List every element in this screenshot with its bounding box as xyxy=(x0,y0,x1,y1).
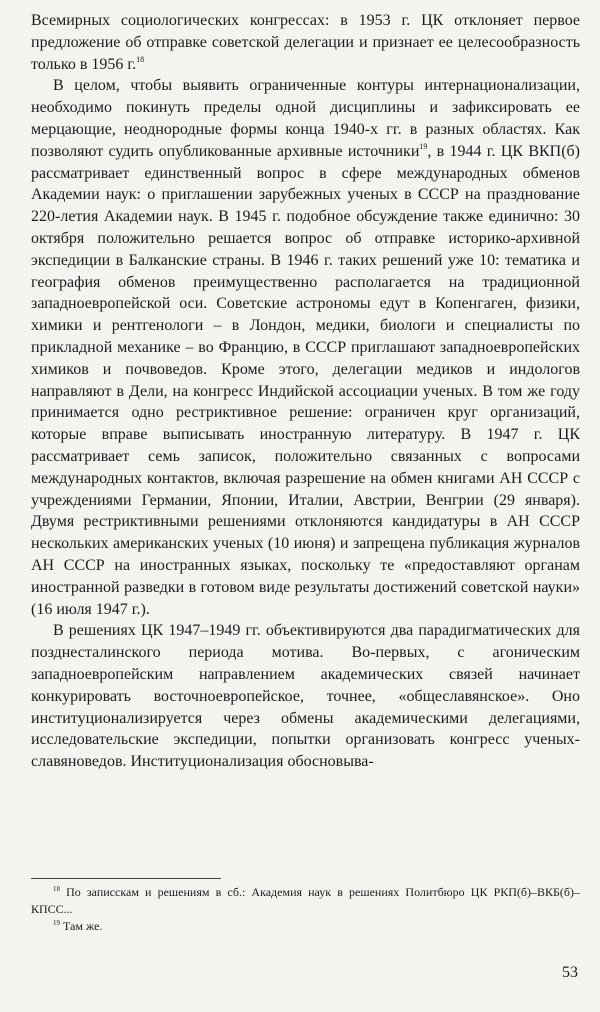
paragraph-1-text: Всемирных социологических конгрессах: в 1953 г. ЦК отклоняет первое предложение об отправке советской делегации и признает ее целесообразность только в 1956 г. xyxy=(31,12,580,73)
footnotes xyxy=(31,884,580,935)
paragraph-2-text-before: В целом, чтобы выявить ограниченные контуры интернационализации, необходимо покинуть пределы одной дисциплины и зафиксировать ее мерцающие, неоднородные формы конца 1940-х гг. в разных областях. Как позволяют судить опубликованные архивные источники xyxy=(31,77,580,160)
footnote-number: 18 xyxy=(53,885,60,893)
paragraph-3-text: В решениях ЦК 1947–1949 гг. объективируются два парадигматических для позднесталинского периода мотива. Во-первых, с агоническим западноевропейским направлением академических связей начинает конкурировать восточноевропейское, точнее, «общеславянское». Оно институционализируется через обмены академическими делегациями, исследовательские экспедиции, попытки организовать конгресс ученых-славяноведов. Институционализация обосновыва- xyxy=(31,622,580,771)
paragraph-2-text-after: , в 1944 г. ЦК ВКП(б) рассматривает единственный вопрос в сфере международных обменов Академии наук: о приглашении зарубежных ученых в СССР на празднование 220-летия Академии наук. В 1945 г. подобное обсуждение также единично: 30 октября положительно решается вопрос об отправке историко-архивной экспедиции в Балканские страны. В 1946 г. таких решений уже 10: тематика и география обменов преимущественно располагается на традиционной западноевропейской оси. Советские астрономы едут в Копенгаген, физики, химики и рентгенологи – в Лондон, медики, биологи и специалисты по прикладной механике – во Францию, в СССР приглашают западноевропейских химиков и почвоведов. Кроме этого, делегации медиков и индологов направляют в Дели, на конгресс Индийской ассоциации ученых. В том же году принимается одно рестриктивное решение: ограничен круг организаций, которые вправе выписывать иностранную литературу. В 1947 г. ЦК рассматривает семь записок, положительно связанных с вопросами международных контактов, включая разрешение на обмен книгами АН СССР с учреждениями Германии, Японии, Италии, Австрии, Венгрии (29 января). Двумя рестриктивными решениями отклоняются кандидатуры в АН СССР нескольких американских ученых (10 июня) и запрещена публикация журналов АН СССР на иностранных языках, поскольку те «предоставляют органам иностранной разведки в готовом виде результаты достижений советской науки» (16 июля 1947 г.). xyxy=(31,142,581,618)
footnote-ref-19: 19 xyxy=(419,141,428,151)
footnote-divider xyxy=(31,878,221,879)
footnote-18 xyxy=(31,884,580,918)
paragraph-1 xyxy=(31,10,580,75)
footnote-19 xyxy=(31,918,580,935)
footnote-number: 19 xyxy=(53,919,60,927)
footnote-text: По записскам и решениям в сб.: Академия наук в решениях Политбюро ЦК РКП(б)–ВКБ(б)–КПСС... xyxy=(31,885,581,916)
page-number: 53 xyxy=(562,964,578,981)
paragraph-3 xyxy=(31,620,580,773)
paragraph-2 xyxy=(31,75,580,620)
main-text xyxy=(31,10,580,773)
footnote-text: Там же. xyxy=(63,919,103,933)
footnote-ref-18: 18 xyxy=(136,54,145,64)
